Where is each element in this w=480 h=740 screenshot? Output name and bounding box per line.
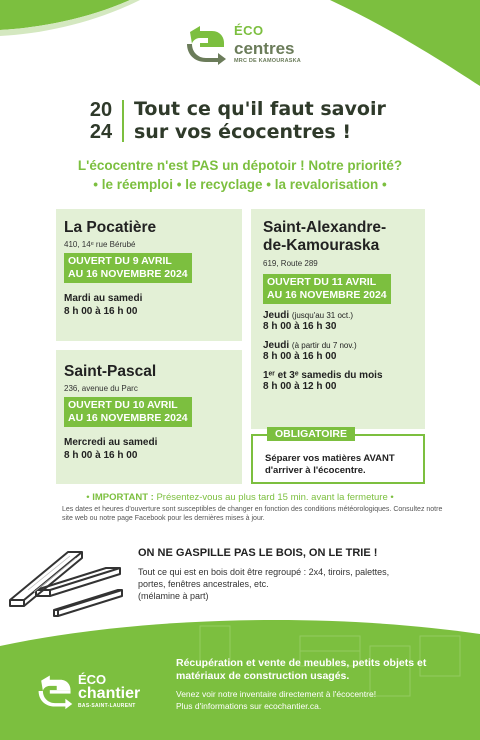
priority-line-1: L'écocentre n'est PAS un dépotoir ! Notre priorité? — [77, 158, 403, 173]
chantier-eco-text: ÉCO — [78, 672, 107, 687]
schedule-3-hours: 8 h 00 à 12 h 00 — [263, 381, 337, 392]
chantier-text: chantier — [78, 685, 141, 702]
recycle-e-icon-white — [36, 672, 74, 710]
location-address: 236, avenue du Parc — [64, 384, 138, 393]
opening-hours: 8 h 00 à 16 h 00 — [64, 306, 138, 317]
mandatory-text: Séparer vos matières AVANT d'arriver à l'écocentre. — [265, 453, 395, 476]
logo-eco-text: ÉCO — [234, 23, 264, 39]
mandatory-tag: OBLIGATOIRE — [267, 427, 355, 441]
card-saint-pascal — [56, 350, 242, 484]
opening-period-badge: OUVERT DU 10 AVRIL AU 16 NOVEMBRE 2024 — [64, 397, 192, 427]
recycle-e-icon — [184, 22, 228, 66]
title-text: Tout ce qu'il faut savoir sur vos écocentres ! — [134, 98, 386, 143]
location-name: Saint-Alexandre- de-Kamouraska — [263, 219, 387, 254]
opening-hours: 8 h 00 à 16 h 00 — [64, 450, 138, 461]
schedule-2-hours: 8 h 00 à 16 h 00 — [263, 351, 337, 362]
opening-period-badge: OUVERT DU 9 AVRIL AU 16 NOVEMBRE 2024 — [64, 253, 192, 283]
schedule-1-days: Jeudi (jusqu'au 31 oct.) — [263, 310, 354, 321]
schedule-1-hours: 8 h 00 à 16 h 30 — [263, 321, 337, 332]
opening-days: Mercredi au samedi — [64, 437, 158, 448]
important-text: Présentez-vous au plus tard 15 min. avant la fermeture — [156, 492, 388, 503]
location-name: La Pocatière — [64, 219, 157, 236]
page-title — [86, 98, 424, 144]
wood-text: Tout ce qui est en bois doit être regroupé : 2x4, tiroirs, palettes, portes, fenêtres ancestrales, etc. (mélamine à part) — [138, 567, 390, 601]
ecochantier-title: Récupération et vente de meubles, petits objets et matériaux de construction usagés. — [176, 657, 427, 682]
mandatory-notice — [251, 428, 425, 484]
card-la-pocatiere — [56, 209, 242, 341]
disclaimer: Les dates et heures d'ouverture sont susceptibles de changer en fonction des conditions météorologiques. Consultez notre site web ou notre page Facebook pour les dernières mises à jour. — [62, 506, 443, 522]
schedule-2-days: Jeudi (à partir du 7 nov.) — [263, 340, 357, 351]
important-label: IMPORTANT : — [92, 492, 154, 503]
location-name: Saint-Pascal — [64, 363, 157, 380]
location-address: 410, 14ᵉ rue Bérubé — [64, 240, 136, 249]
ecochantier-logo — [36, 672, 140, 710]
year: 20 24 — [89, 99, 113, 143]
schedule-3-days: 1ᵉʳ et 3ᵉ samedis du mois — [263, 370, 383, 381]
logo-mrc-text: MRC DE KAMOURASKA — [234, 58, 301, 65]
opening-days: Mardi au samedi — [64, 293, 143, 304]
logo-centres-text: centres — [234, 39, 295, 59]
card-saint-alexandre — [251, 209, 425, 429]
important-notice: • IMPORTANT : Présentez-vous au plus tard 15 min. avant la fermeture • — [86, 492, 394, 503]
ecochantier-info: Venez voir notre inventaire directement à l'écocentre! Plus d'informations sur ecochantier.ca. — [176, 689, 377, 711]
title-divider — [122, 100, 124, 142]
ecocentres-logo — [184, 22, 301, 66]
wood-planks-icon — [6, 546, 126, 618]
chantier-region-text: BAS-SAINT-LAURENT — [78, 703, 136, 709]
wood-title: ON NE GASPILLE PAS LE BOIS, ON LE TRIE ! — [138, 547, 378, 559]
priority-line-2: • le réemploi • le recyclage • la revalorisation • — [93, 177, 387, 192]
location-address: 619, Route 289 — [263, 259, 318, 268]
opening-period-badge: OUVERT DU 11 AVRIL AU 16 NOVEMBRE 2024 — [263, 274, 391, 304]
